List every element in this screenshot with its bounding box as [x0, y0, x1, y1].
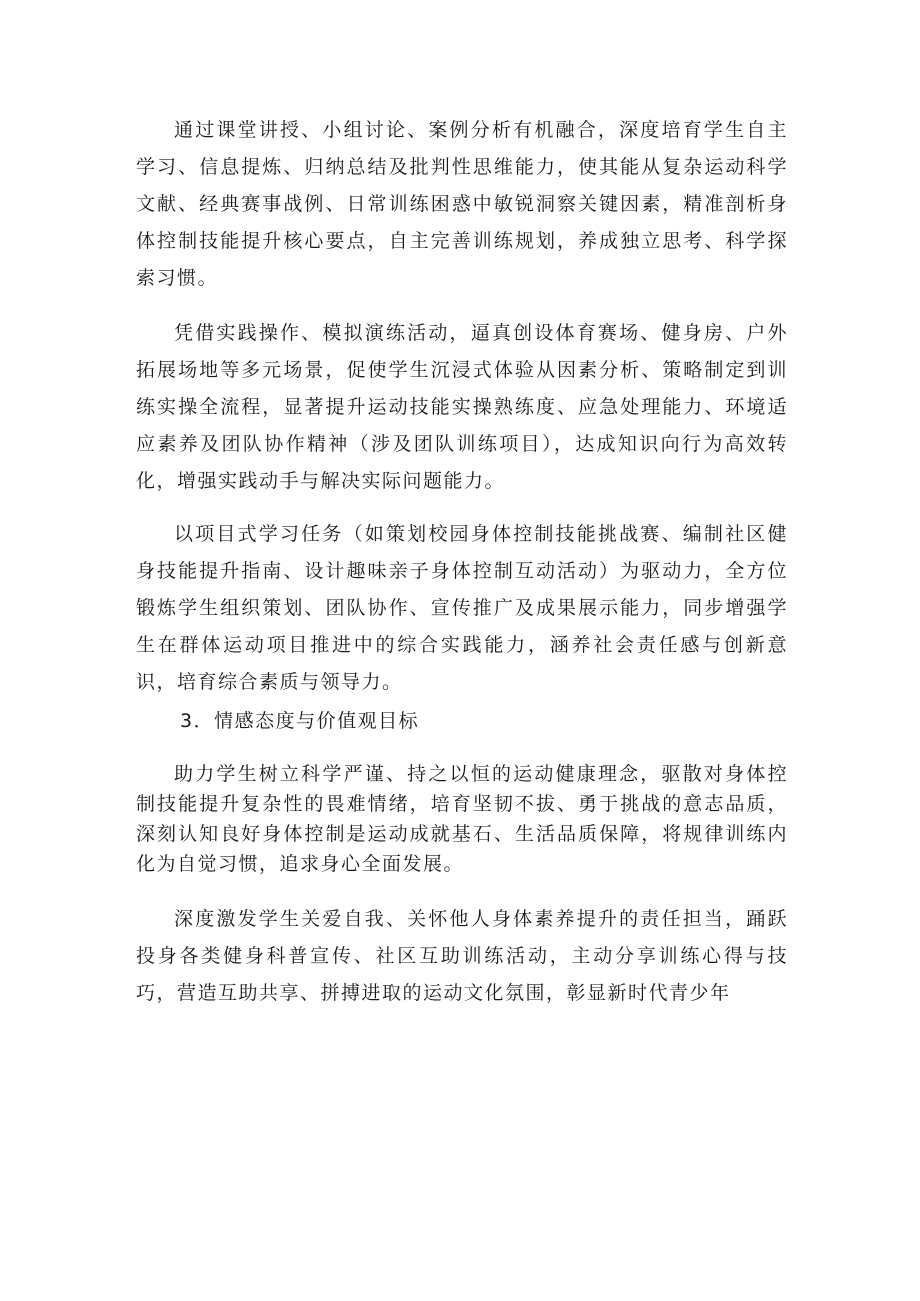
paragraph-learning-ability: 通过课堂讲授、小组讨论、案例分析有机融合，深度培育学生自主学习、信息提炼、归纳总结及批判性思维能力，使其能从复杂运动科学文献、经典赛事战例、日常训练困惑中敏锐洞察关键因素，精准剖析身体控制技能提升核心要点，自主完善训练规划，养成独立思考、科学探索习惯。	[136, 119, 788, 289]
section-heading: 3．情感态度与价值观目标	[180, 710, 420, 732]
document-body	[136, 112, 788, 1012]
paragraph-project-learning: 以项目式学习任务（如策划校园身体控制技能挑战赛、编制社区健身技能提升指南、设计趣味亲子身体控制互动活动）为驱动力，全方位锻炼学生组织策划、团队协作、宣传推广及成果展示能力，同步增强学生在群体运动项目推进中的综合实践能力，涵养社会责任感与创新意识，培育综合素质与领导力。	[136, 523, 788, 693]
paragraph-practice-ability: 凭借实践操作、模拟演练活动，逼真创设体育赛场、健身房、户外拓展场地等多元场景，促使学生沉浸式体验从因素分析、策略制定到训练实操全流程，显著提升运动技能实操熟练度、应急处理能力、环境适应素养及团队协作精神（涉及团队训练项目），达成知识向行为高效转化，增强实践动手与解决实际问题能力。	[136, 322, 788, 492]
paragraph-health-concept: 助力学生树立科学严谨、持之以恒的运动健康理念，驱散对身体控制技能提升复杂性的畏难情绪，培育坚韧不拔、勇于挑战的意志品质，深刻认知良好身体控制是运动成就基石、生活品质保障，将规律训练内化为自觉习惯，追求身心全面发展。	[136, 763, 788, 875]
paragraph-responsibility: 深度激发学生关爱自我、关怀他人身体素养提升的责任担当，踊跃投身各类健身科普宣传、社区互助训练活动，主动分享训练心得与技巧，营造互助共享、拼搏进取的运动文化氛围，彰显新时代青少年	[136, 908, 788, 1004]
